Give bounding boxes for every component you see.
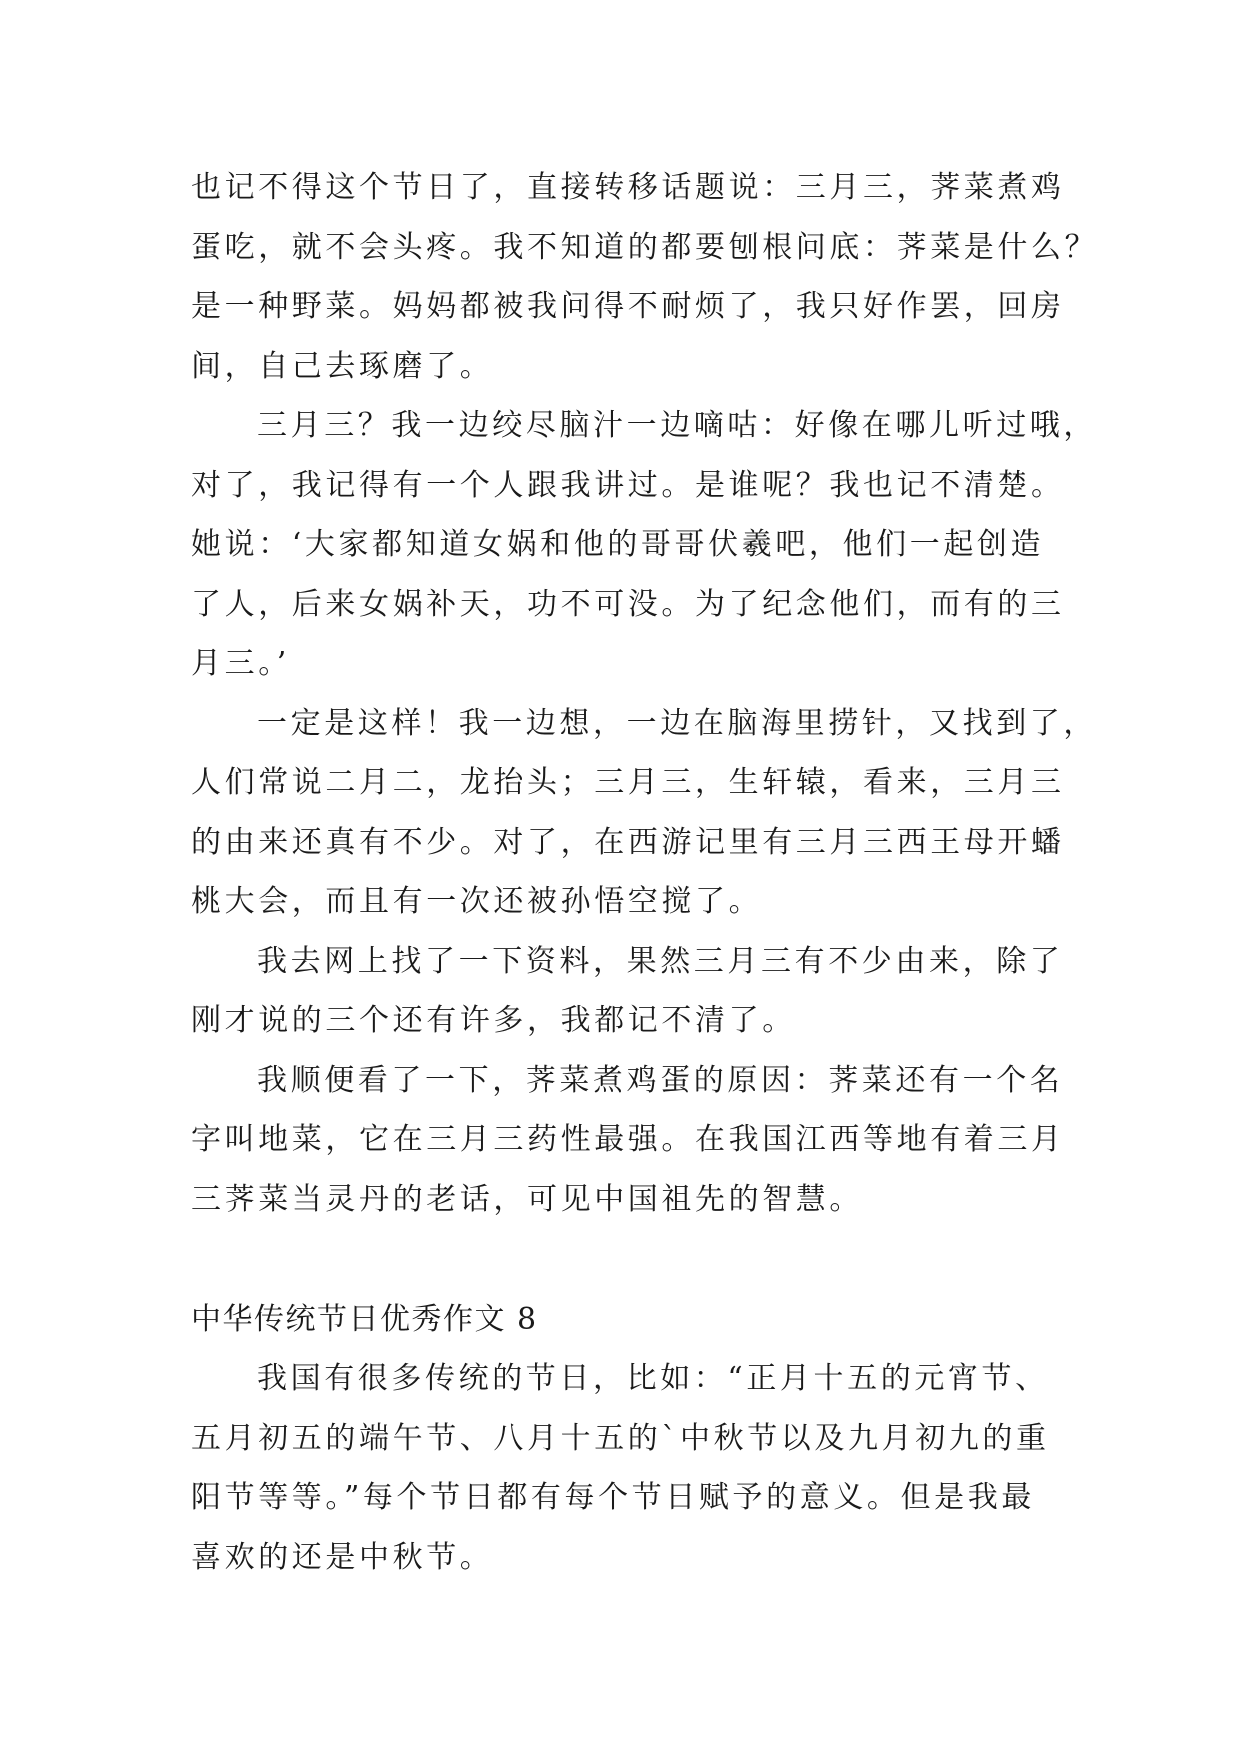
paragraph xyxy=(191,694,1097,932)
text-line: 了人，后来女娲补天，功不可没。为了纪念他们，而有的三 xyxy=(191,586,1065,622)
text-line: 桃大会，而且有一次还被孙悟空搅了。 xyxy=(191,884,763,919)
text-line: 蛋吃，就不会头疼。我不知道的都要刨根问底：荠菜是什么？ xyxy=(191,229,1099,265)
text-line: 一定是这样！我一边想，一边在脑海里捞针，又找到了， xyxy=(257,705,1097,741)
text-line: 我国有很多传统的节日，比如：“正月十五的元宵节、 xyxy=(257,1361,1049,1396)
text-line: 三荠菜当灵丹的老话，可见中国祖先的智慧。 xyxy=(191,1181,863,1217)
text-line: 她说：‘大家都知道女娲和他的哥哥伏羲吧，他们一起创造 xyxy=(191,527,1045,562)
text-line: 我顺便看了一下，荠菜煮鸡蛋的原因：荠菜还有一个名 xyxy=(257,1062,1064,1098)
text-line: 对了，我记得有一个人跟我讲过。是谁呢？我也记不清楚。 xyxy=(191,467,1065,503)
text-line: 月三。’ xyxy=(191,646,290,681)
paragraph xyxy=(191,396,1097,694)
text-line: 喜欢的还是中秋节。 xyxy=(191,1539,494,1575)
text-line: 间，自己去琢磨了。 xyxy=(191,348,494,384)
paragraph xyxy=(191,1349,1061,1587)
text-line: 阳节等等。”每个节日都有每个节日赋予的意义。但是我最 xyxy=(191,1480,1035,1515)
text-line: 的由来还真有不少。对了，在西游记里有三月三西王母开蟠 xyxy=(191,824,1065,860)
paragraph-continued xyxy=(191,158,1099,396)
text-line: 人们常说二月二，龙抬头；三月三，生轩辕，看来，三月三 xyxy=(191,765,1065,800)
text-line: 是一种野菜。妈妈都被我问得不耐烦了，我只好作罢，回房 xyxy=(191,289,1065,324)
text-line: 我去网上找了一下资料，果然三月三有不少由来，除了 xyxy=(257,943,1064,979)
document-body xyxy=(191,158,1099,1587)
text-line: 刚才说的三个还有许多，我都记不清了。 xyxy=(191,1003,796,1038)
paragraph xyxy=(191,1051,1065,1230)
text-line: 三月三？我一边绞尽脑汁一边嘀咕：好像在哪儿听过哦， xyxy=(257,408,1097,443)
section-title: 中华传统节日优秀作文 8 xyxy=(191,1302,538,1337)
text-line: 五月初五的端午节、八月十五的`中秋节以及九月初九的重 xyxy=(191,1420,1050,1456)
text-line: 字叫地菜，它在三月三药性最强。在我国江西等地有着三月 xyxy=(191,1122,1065,1157)
section-spacer xyxy=(191,1229,1061,1291)
text-line: 也记不得这个节日了，直接转移话题说：三月三，荠菜煮鸡 xyxy=(191,170,1065,205)
paragraph xyxy=(191,932,1064,1051)
